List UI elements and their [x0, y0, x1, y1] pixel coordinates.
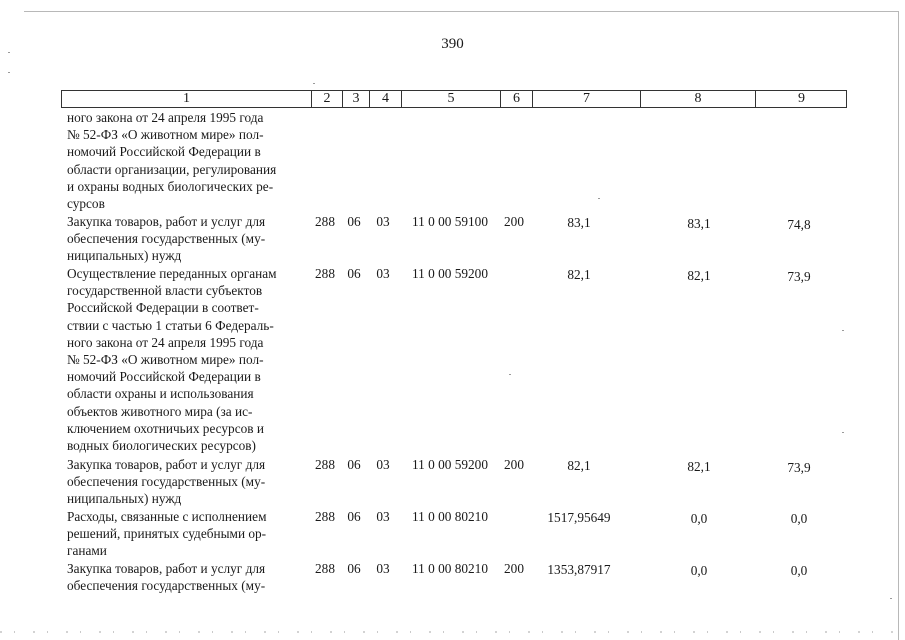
description-line: ниципальных) нужд: [67, 248, 182, 264]
description-line: и охраны водных биологических ре-: [67, 178, 274, 194]
description-line: обеспечения государственных (му-: [67, 231, 266, 247]
description-line: Закупка товаров, работ и услуг для: [67, 561, 266, 576]
table-row-4-description: [67, 508, 303, 560]
row-2-section: 06: [347, 266, 361, 281]
description-line: ниципальных) нужд: [67, 491, 182, 507]
row-2-amount-col8: 82,1: [687, 268, 711, 283]
table-row-3-description: [67, 456, 303, 508]
row-2-amount-col7: 82,1: [567, 267, 591, 282]
table-row-5-description: [67, 560, 303, 594]
row-3-expense-type: 200: [504, 457, 524, 472]
scan-speck: [8, 52, 10, 53]
row-4-admin-code: 288: [315, 509, 335, 524]
row-3-subsection: 03: [376, 457, 390, 472]
header-cell-4: 4: [369, 91, 401, 107]
row-1-target-article: 11 0 00 59100: [412, 214, 488, 229]
row-1-amount-col8: 83,1: [687, 216, 711, 231]
row-1-subsection: 03: [376, 214, 390, 229]
scan-speck: [8, 72, 10, 73]
row-5-amount-col8: 0,0: [690, 563, 708, 578]
description-line: № 52-ФЗ «О животном мире» пол-: [67, 127, 264, 143]
row-1-admin-code: 288: [315, 214, 335, 229]
description-line: решений, принятых судебными ор-: [67, 526, 267, 542]
header-cell-9: 9: [755, 91, 847, 107]
row-5-expense-type: 200: [504, 561, 524, 576]
row-2-target-article: 11 0 00 59200: [412, 266, 488, 281]
description-line: ствии с частью 1 статьи 6 Федераль-: [67, 317, 274, 333]
row-1-section: 06: [347, 214, 361, 229]
description-line: номочий Российской Федерации в: [67, 369, 261, 385]
row-4-subsection: 03: [376, 509, 390, 524]
page-frame-top-line: [24, 11, 899, 12]
row-5-amount-col9: 0,0: [790, 563, 808, 578]
scan-bottom-noise: [0, 631, 905, 633]
description-line: сурсов: [67, 196, 105, 212]
row-3-admin-code: 288: [315, 457, 335, 472]
row-3-amount-col9: 73,9: [787, 460, 811, 475]
row-4-amount-col7: 1517,95649: [547, 510, 611, 525]
description-line: Российской Федерации в соответ-: [67, 300, 259, 316]
header-cell-6: 6: [500, 91, 532, 107]
scan-speck: [598, 198, 600, 199]
description-line: ного закона от 24 апреля 1995 года: [67, 110, 264, 125]
row-3-amount-col7: 82,1: [567, 458, 591, 473]
description-line: ключением охотничьих ресурсов и: [67, 420, 264, 436]
scan-speck: [890, 598, 892, 599]
header-cell-2: 2: [311, 91, 342, 107]
row-3-target-article: 11 0 00 59200: [412, 457, 488, 472]
header-cell-3: 3: [342, 91, 369, 107]
header-cell-1: 1: [183, 91, 190, 106]
description-line: области охраны и использования: [67, 386, 254, 402]
header-cell-5: 5: [401, 91, 500, 107]
header-cell-7: 7: [532, 91, 640, 107]
row-4-target-article: 11 0 00 80210: [412, 509, 488, 524]
description-line: номочий Российской Федерации в: [67, 144, 261, 160]
page-number: 390: [441, 36, 464, 52]
row-5-subsection: 03: [376, 561, 390, 576]
description-line: Расходы, связанные с исполнением: [67, 509, 267, 524]
row-2-subsection: 03: [376, 266, 390, 281]
table-row-2-description: [67, 265, 303, 454]
scan-speck: [509, 374, 511, 375]
row-5-amount-col7: 1353,87917: [547, 562, 611, 577]
description-line: Закупка товаров, работ и услуг для: [67, 457, 266, 472]
description-line: объектов животного мира (за ис-: [67, 403, 253, 419]
table-row-1-description: [67, 213, 303, 265]
header-cell-8: 8: [640, 91, 755, 107]
row-5-admin-code: 288: [315, 561, 335, 576]
description-line: Закупка товаров, работ и услуг для: [67, 214, 266, 229]
description-line: области организации, регулирования: [67, 161, 277, 177]
row-4-section: 06: [347, 509, 361, 524]
row-3-amount-col8: 82,1: [687, 459, 711, 474]
row-1-expense-type: 200: [504, 214, 524, 229]
row-4-amount-col8: 0,0: [690, 511, 708, 526]
description-line: Осуществление переданных органам: [67, 266, 277, 281]
scan-speck: [313, 83, 315, 84]
row-5-target-article: 11 0 00 80210: [412, 561, 488, 576]
row-4-amount-col9: 0,0: [790, 511, 808, 526]
description-line: государственной власти субъектов: [67, 283, 263, 299]
row-1-amount-col7: 83,1: [567, 215, 591, 230]
table-row-0-description: [67, 109, 303, 212]
row-3-section: 06: [347, 457, 361, 472]
table-header-row: [61, 90, 847, 108]
description-line: ного закона от 24 апреля 1995 года: [67, 334, 264, 350]
row-2-amount-col9: 73,9: [787, 269, 811, 284]
scan-speck: [842, 330, 844, 331]
page-frame-right-line: [898, 11, 899, 640]
description-line: обеспечения государственных (му-: [67, 578, 266, 594]
description-line: обеспечения государственных (му-: [67, 474, 266, 490]
row-1-amount-col9: 74,8: [787, 217, 811, 232]
scan-speck: [842, 432, 844, 433]
description-line: ганами: [67, 543, 107, 559]
description-line: водных биологических ресурсов): [67, 438, 256, 454]
row-2-admin-code: 288: [315, 266, 335, 281]
description-line: № 52-ФЗ «О животном мире» пол-: [67, 352, 264, 368]
row-5-section: 06: [347, 561, 361, 576]
